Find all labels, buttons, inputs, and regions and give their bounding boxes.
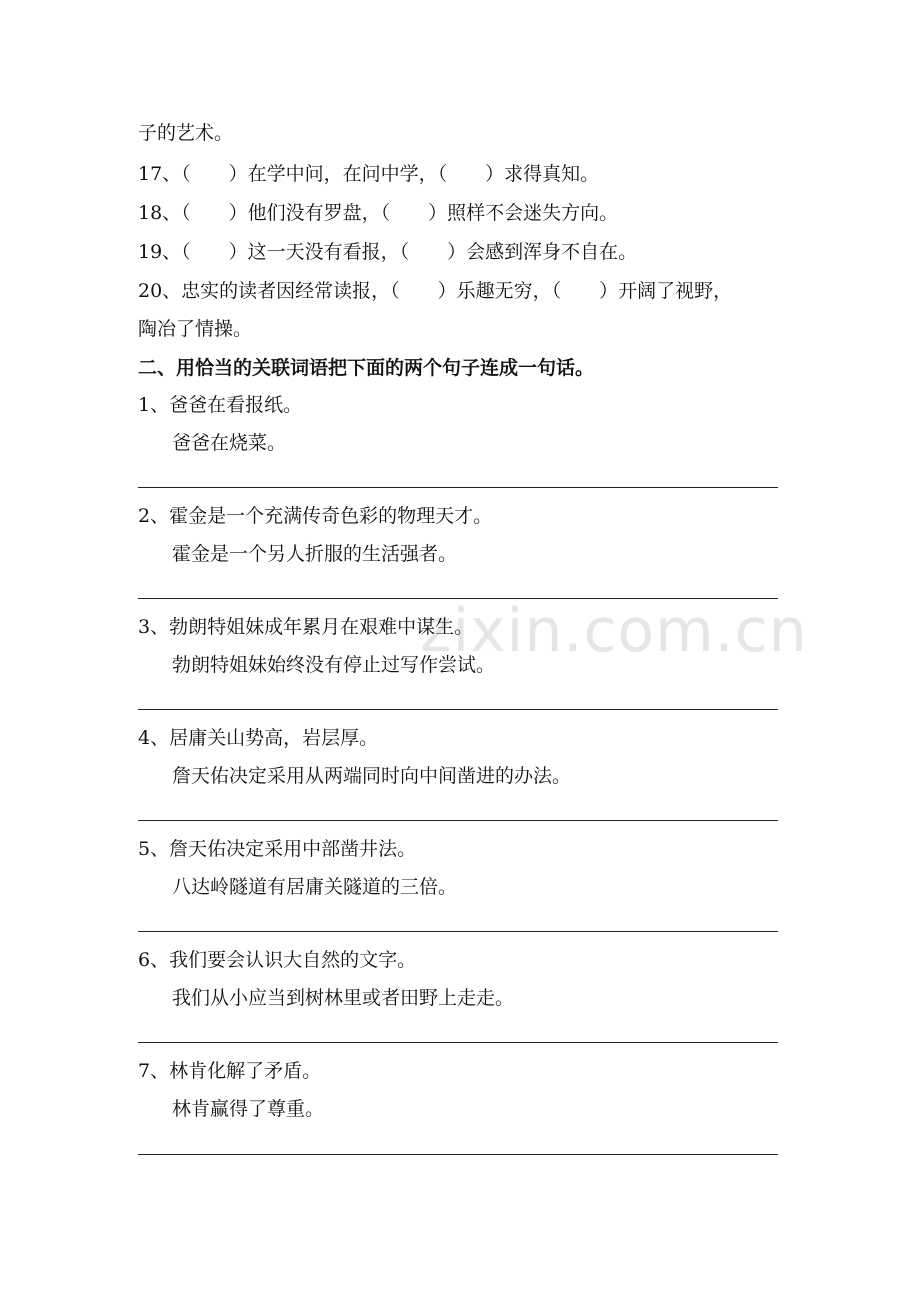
answer-line-4[interactable]	[138, 820, 778, 821]
pair-7-first: 7、林肯化解了矛盾。	[138, 1060, 322, 1082]
fill-item-20: 20、忠实的读者因经常读报，（ ）乐趣无穷，（ ）开阔了视野，	[138, 280, 733, 302]
fill-item-17: 17、（ ）在学中问，在问中学，（ ）求得真知。	[138, 163, 600, 185]
section-title: 二、用恰当的关联词语把下面的两个句子连成一句话。	[138, 357, 595, 379]
pair-5-second: 八达岭隧道有居庸关隧道的三倍。	[172, 876, 458, 898]
pair-6-first: 6、我们要会认识大自然的文字。	[138, 949, 417, 971]
answer-line-2[interactable]	[138, 598, 778, 599]
answer-line-1[interactable]	[138, 487, 778, 488]
answer-line-3[interactable]	[138, 709, 778, 710]
continuation-text: 子的艺术。	[138, 122, 234, 144]
fill-item-20-continued: 陶冶了情操。	[138, 318, 253, 340]
answer-line-6[interactable]	[138, 1042, 778, 1043]
fill-item-19: 19、（ ）这一天没有看报，（ ）会感到浑身不自在。	[138, 241, 638, 263]
pair-7-second: 林肯赢得了尊重。	[172, 1098, 325, 1120]
answer-line-7[interactable]	[138, 1154, 778, 1155]
pair-2-second: 霍金是一个另人折服的生活强者。	[172, 543, 458, 565]
pair-3-first: 3、勃朗特姐妹成年累月在艰难中谋生。	[138, 616, 474, 638]
answer-line-5[interactable]	[138, 931, 778, 932]
watermark: zixin.com.cn	[420, 596, 808, 666]
pair-4-second: 詹天佑决定采用从两端同时向中间凿进的办法。	[172, 765, 572, 787]
pair-1-first: 1、爸爸在看报纸。	[138, 394, 303, 416]
pair-4-first: 4、居庸关山势高，岩层厚。	[138, 727, 379, 749]
pair-3-second: 勃朗特姐妹始终没有停止过写作尝试。	[172, 654, 496, 676]
pair-5-first: 5、詹天佑决定采用中部凿井法。	[138, 838, 417, 860]
pair-6-second: 我们从小应当到树林里或者田野上走走。	[172, 987, 515, 1009]
pair-1-second: 爸爸在烧菜。	[172, 432, 287, 454]
fill-item-18: 18、（ ）他们没有罗盘，（ ）照样不会迷失方向。	[138, 202, 619, 224]
pair-2-first: 2、霍金是一个充满传奇色彩的物理天才。	[138, 505, 493, 527]
